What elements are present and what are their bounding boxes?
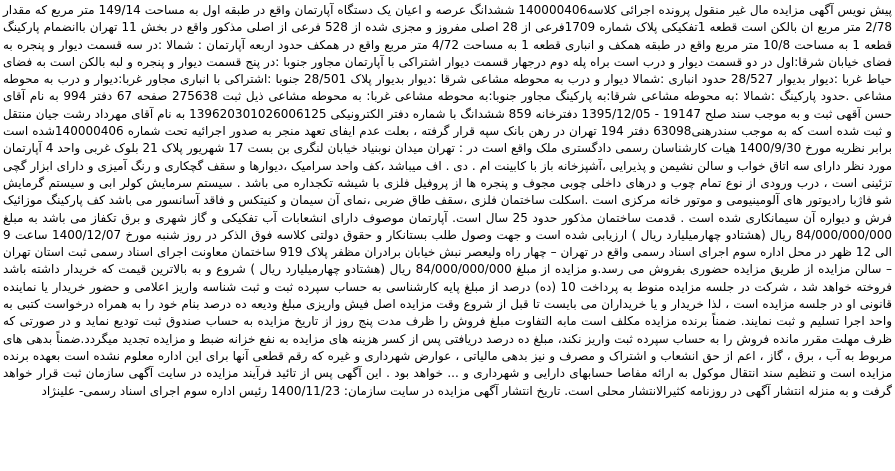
auction-notice-text: پیش نویس آگهی مزایده مال غیر منقول پرونده اجرائی کلاسه140000406 ششدانگ عرصه و اعیان یک دستگاه آپارتمان واقع در طبقه اول به مساحت 149/14 متر مربع که مقدار 2/78 متر مربع ان بالکن است قطعه 1تفکیکی پلاک شماره 1709فرعی از 28 اصلی مفروز و مجزی شده از 528 فرعی از اصلی مذکور واقع در بخش 11 تهران باانضمام پارکینگ قطعه 1 به مساحت 10/8 متر مربع واقع در طبقه همکف و انباری قطعه 1 به مساحت 4/72 متر مربع واقع در همکف حدود اربعه آپارتمان : شمالا :در سه قسمت دیوار و پنجره به فضای خیابان شرقا:اول در دو قسمت دیوار و درب است براه پله دوم درجهار قسمت دیوار اشتراکی با آپارتمان مجاور جنوبا :در پنج قسمت دیوار و پنجره و لبه بالکن است به فضای حیاط غربا :دیوار بدیوار 28/527 حدود انباری :شمالا دیوار و درب به محوطه مشاعی شرقا :دیوار بدیوار پلاک 28/501 جنوبا :اشتراکی با انباری مجاور غربا:دیوار و درب به محوطه مشاعی .حدود پارکینگ :شمالا :به محوطه مشاعی شرقا:به پارکینگ مجاور جنوبا:به محوطه مشاعی غربا: به محوطه مشاعی ذیل ثبت 275638 صفحه 67 دفتر 994 به نام آقای حسن آقهی ثبت و به موجب سند صلح 19147 - 1395/12/05 دفترخانه 859 ششدانگ با شماره دفتر الکترونیکی 139620301026006125 به نام آقای مهرداد رشت جیان منتقل و ثبت شده است که به موجب سندرهنی63098 دفتر 194 تهران در رهن بانک سپه قرار گرفته ، بعلت عدم ایفای تعهد منجر به صدور اجرائیه تحت شماره 140000406شده است برابر نظریه مورخ 1400/9/30 هیات کارشناسان رسمی دادگستری ملک واقع است در : تهران میدان نوبنیاد خیابان لنگری بن بست 17 شهریور پلاک 21 بلوک غربی واحد 4 آپارتمان مورد نظر دارای سه اتاق خواب و سالن نشیمن و پذیرایی ،آشپزخانه باز با کابینت ام . دی . اف میباشد ،کف واحد سرامیک ،دیوارها و سقف گچکاری و رنگ آمیزی و دارای ابزار گچی تزئینی است ، درب ورودی از نوع تمام چوب و درهای داخلی چوبی مجوف و پنجره ها از پروفیل فلزی با شیشه تکجداره می باشد . سیستم سرمایش کولر ابی و سیستم گرمایش شو فاژبا رادیوتور های آلومینیومی و موتور خانه مرکزی است .اسکلت ساختمان فلزی ،سقف طاق ضربی ،نمای آن سیمان و کنیتکس و فاقد آسانسور می باشد کف پارکینگ موزائیک فرش و دیواره آن سیمانکاری شده است . قدمت ساختمان مذکور حدود 25 سال است. آپارتمان موصوف دارای انشعابات آب تفکیکی و گاز شهری و برق تکفاز می باشد به مبلغ 84/000/000/000 ریال (هشتادو چهارمیلیارد ریال ) ارزیابی شده است و جهت وصول طلب بستانکار و حقوق دولتی کلاسه فوق الذکر در روز شنبه مورخ 1400/12/07 ساعت 9 الی 12 ظهر در محل اداره سوم اجرای اسناد رسمی واقع در تهران – چهار راه ولیعصر نبش خیابان برادران مظفر پلاک 919 ساختمان معاونت اجرای اسناد رسمی ثبت استان تهران – سالن مزایده از طریق مزایده حضوری بفروش می رسد.و مزایده از مبلغ 84/000/000/000 ریال (هشتادو چهارمیلیارد ریال ) شروع و به بالاترین قیمت که خریدار داشته باشد فروخته خواهد شد ، شرکت در جلسه مزایده منوط به پرداخت 10 (ده) درصد از مبلغ پایه کارشناسی به حساب سپرده ثبت و ثبت شناسه واریز اعلامی و حضور خریدار یا نماینده قانونی او در جلسه مزایده است ، لذا خریدار و یا خریداران می بایست تا قبل از شروع وقت مزایده اصل فیش واریزی مبلغ ودیعه ده درصد بنام خود را به همراه درخواست کتبی به واحد اجرا تسلیم و ثبت نمایند. ضمناً برنده مزایده مکلف است مابه التفاوت مبلغ فروش را ظرف مدت پنج روز از تاریخ مزایده به حساب صندوق ثبت تودیع نماید و در صورتی که ظرف مهلت مقرر مانده فروش را به حساب سپرده ثبت واریز نکند، مبلغ ده درصد دریافتی پس از کسر هزینه های مزایده به نفع خزانه ضبط و مزایده تجدید میگردد.ضمناً بدهی های مربوط به آب ، برق ، گاز ، اعم از حق انشعاب و اشتراک و مصرف و نیز بدهی مالیاتی ، عوارض شهرداری و غیره که رقم قطعی آنها برای این اداره معلوم نشده است بعهده برنده مزایده است و تنظیم سند انتقال موکول به ارائه مفاصا حسابهای دارایی و شهرداری و ... خواهد بود . این آگهی پس از تائید فرآیند مزایده در سایت آگهی سازمان ثبت قرار خواهد گرفت و به منزله انتشار آگهی در روزنامه کثیرالانتشار محلی است. تاریخ انتشار آگهی مزایده در سایت سازمان: 1400/11/23 رئیس اداره سوم اجرای اسناد رسمی- علینژاد — [3, 3, 893, 398]
